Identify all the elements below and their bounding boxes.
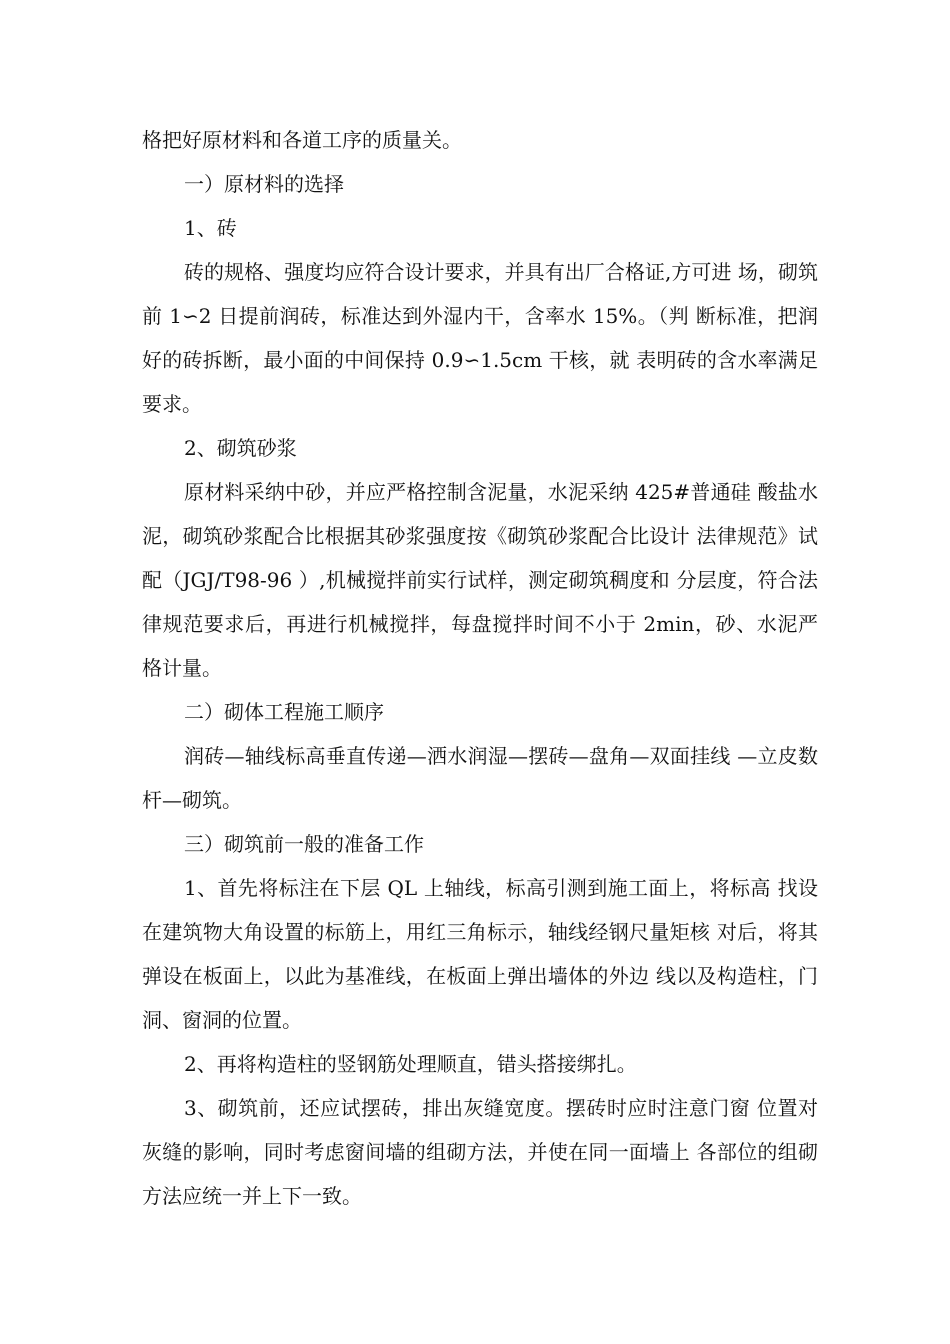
paragraph-rebar-treatment: 2、再将构造柱的竖钢筋处理顺直，错头搭接绑扎。	[184, 1052, 637, 1076]
paragraph-quality-control: 格把好原材料和各道工序的质量关。	[142, 128, 462, 152]
paragraph-axis-layout: 1、首先将标注在下层 QL 上轴线，标高引测到施工面上，将标高 找设在建筑物大角设置的标筋上，用红三角标示，轴线经钢尺量矩核 对后，将其弹设在板面上，以此为基准线，在板面上弹出墙体的外边 线以及构造柱，门洞、窗洞的位置。	[142, 876, 818, 1032]
heading-construction-sequence: 二）砌体工程施工顺序	[184, 700, 384, 724]
document-body	[142, 118, 818, 1218]
heading-masonry-mortar: 2、砌筑砂浆	[184, 436, 297, 460]
paragraph-construction-sequence: 润砖—轴线标高垂直传递—洒水润湿—摆砖—盘角—双面挂线 —立皮数杆—砌筑。	[142, 744, 818, 812]
heading-brick: 1、砖	[184, 216, 237, 240]
heading-raw-material-selection: 一）原材料的选择	[184, 172, 344, 196]
paragraph-brick-requirements: 砖的规格、强度均应符合设计要求，并具有出厂合格证,方可进 场，砌筑前 1∽2 日提前润砖，标准达到外湿内干，含率水 15%。（判 断标准，把润好的砖拆断，最小面的中间保持 0.9∽1.5cm 干核，就 表明砖的含水率满足要求。	[142, 260, 818, 416]
paragraph-trial-brick-layout: 3、砌筑前，还应试摆砖，排出灰缝宽度。摆砖时应时注意门窗 位置对灰缝的影响，同时考虑窗间墙的组砌方法，并使在同一面墙上 各部位的组砌方法应统一并上下一致。	[142, 1096, 818, 1208]
paragraph-mortar-requirements: 原材料采纳中砂，并应严格控制含泥量，水泥采纳 425#普通硅 酸盐水泥，砌筑砂浆配合比根据其砂浆强度按《砌筑砂浆配合比设计 法律规范》试配（JGJ/T98-96 ）,机械搅拌前实行试样，测定砌筑稠度和 分层度，符合法律规范要求后，再进行机械搅拌，每盘搅拌时间不小于 2min，砂、水泥严格计量。	[142, 480, 818, 680]
heading-preparation-work: 三）砌筑前一般的准备工作	[184, 832, 424, 856]
